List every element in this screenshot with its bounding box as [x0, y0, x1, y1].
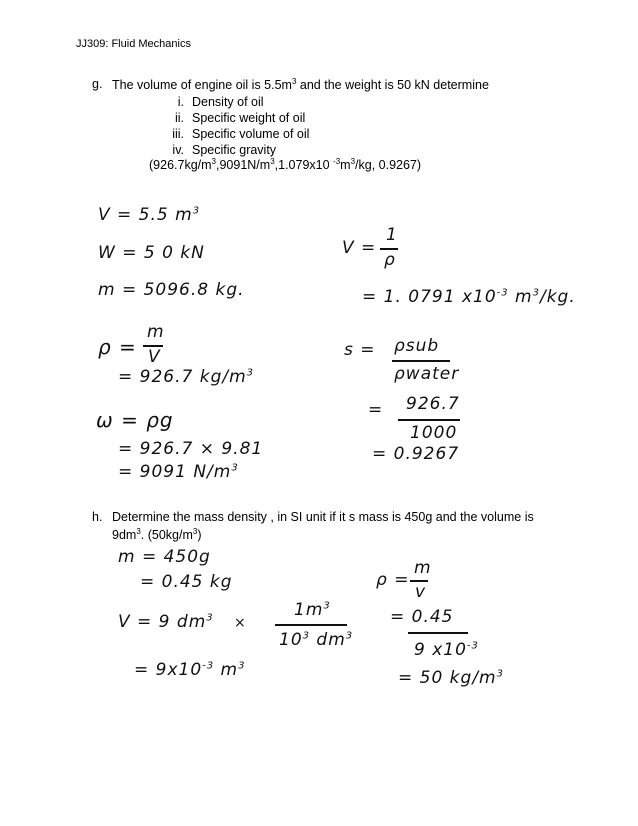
hw-specific-volume-lhs: V = [342, 238, 377, 258]
hw-specific-weight-result: = 9091 $N/m^3$ [118, 462, 239, 482]
hw-h-density-den2: 9 $x10^{-3}$ [414, 640, 479, 660]
hw-h-times: × [234, 615, 247, 631]
hw-sg-result: = 0.9267 [372, 444, 460, 464]
question-text: Determine the mass density , in SI unit if it s mass is 450g and the volume is [112, 510, 534, 524]
hw-sg-eq: = [368, 400, 384, 420]
hw-specific-weight: ω = ρg [96, 408, 174, 432]
hw-h-mass: m = 450g [118, 547, 211, 567]
item-text: Specific volume of oil [192, 127, 310, 141]
question-label: g. [92, 77, 103, 91]
hw-specific-volume-num: 1 [386, 225, 398, 245]
fraction-line [398, 419, 460, 421]
hw-h-conv-den: $10^3$ $dm^3$ [279, 630, 354, 650]
hw-h-density-result: = 50 $kg/m^3$ [398, 668, 504, 688]
hw-density-num: m [147, 322, 165, 342]
hw-h-mass-result: = 0.45 kg [140, 572, 233, 592]
hw-h-density-num2: = 0.45 [390, 607, 454, 627]
hw-sg-lhs: s = [344, 340, 376, 360]
item-text: Specific gravity [192, 143, 277, 157]
hw-density-lhs: ρ = [98, 335, 137, 359]
page-header: JJ309: Fluid Mechanics [76, 38, 191, 50]
hw-h-conv-num: $1m^3$ [294, 600, 331, 620]
question-text-line2: $9dm^3$. $(50kg/m^3)$ [112, 527, 202, 543]
hw-sg-num: ρsub [394, 336, 440, 356]
question-text: The volume of engine oil is $5.5m^3$ and the weight is 50 kN determine [112, 77, 489, 93]
item-number: iv. [172, 143, 184, 157]
hw-h-density-den: v [415, 582, 427, 602]
hw-h-density-num: m [414, 558, 432, 578]
hw-sg-num2: 926.7 [406, 394, 460, 414]
question-label: h. [92, 510, 103, 524]
hw-specific-weight-calc: = 926.7 × 9.81 [118, 439, 264, 459]
hw-density-den: V [148, 347, 161, 367]
hw-sg-den: ρwater [394, 364, 460, 384]
item-text: Density of oil [192, 95, 264, 109]
hw-weight: W = 5 0 kN [98, 243, 205, 263]
item-text: Specific weight of oil [192, 111, 306, 125]
hw-h-volume-result: = $9x10^{-3}$ $m^3$ [134, 660, 246, 680]
fraction-line [392, 360, 450, 362]
item-number: iii. [172, 127, 184, 141]
item-number: i. [177, 95, 184, 109]
hw-volume: V = 5.5 $m^3$ [98, 205, 201, 225]
hw-h-density-lhs: ρ = [376, 570, 410, 590]
fraction-line [408, 632, 468, 634]
hw-specific-volume-result: = 1. 0791 $x10^{-3}$ $m^3/kg$. [362, 287, 576, 307]
hw-specific-volume-den: ρ [384, 250, 396, 270]
hw-sg-den2: 1000 [410, 423, 458, 443]
hw-mass: m = 5096.8 kg. [98, 280, 245, 300]
answer-key: ($926.7kg/m^3,9091N/m^3,1.079x10$ $^{-3}m^3/kg$, 0.9267) [149, 157, 422, 173]
fraction-line [275, 624, 347, 626]
hw-density-result: = 926.7 $kg/m^3$ [118, 367, 255, 387]
hw-h-volume: V = 9 $dm^3$ [118, 612, 214, 632]
item-number: ii. [174, 111, 184, 125]
